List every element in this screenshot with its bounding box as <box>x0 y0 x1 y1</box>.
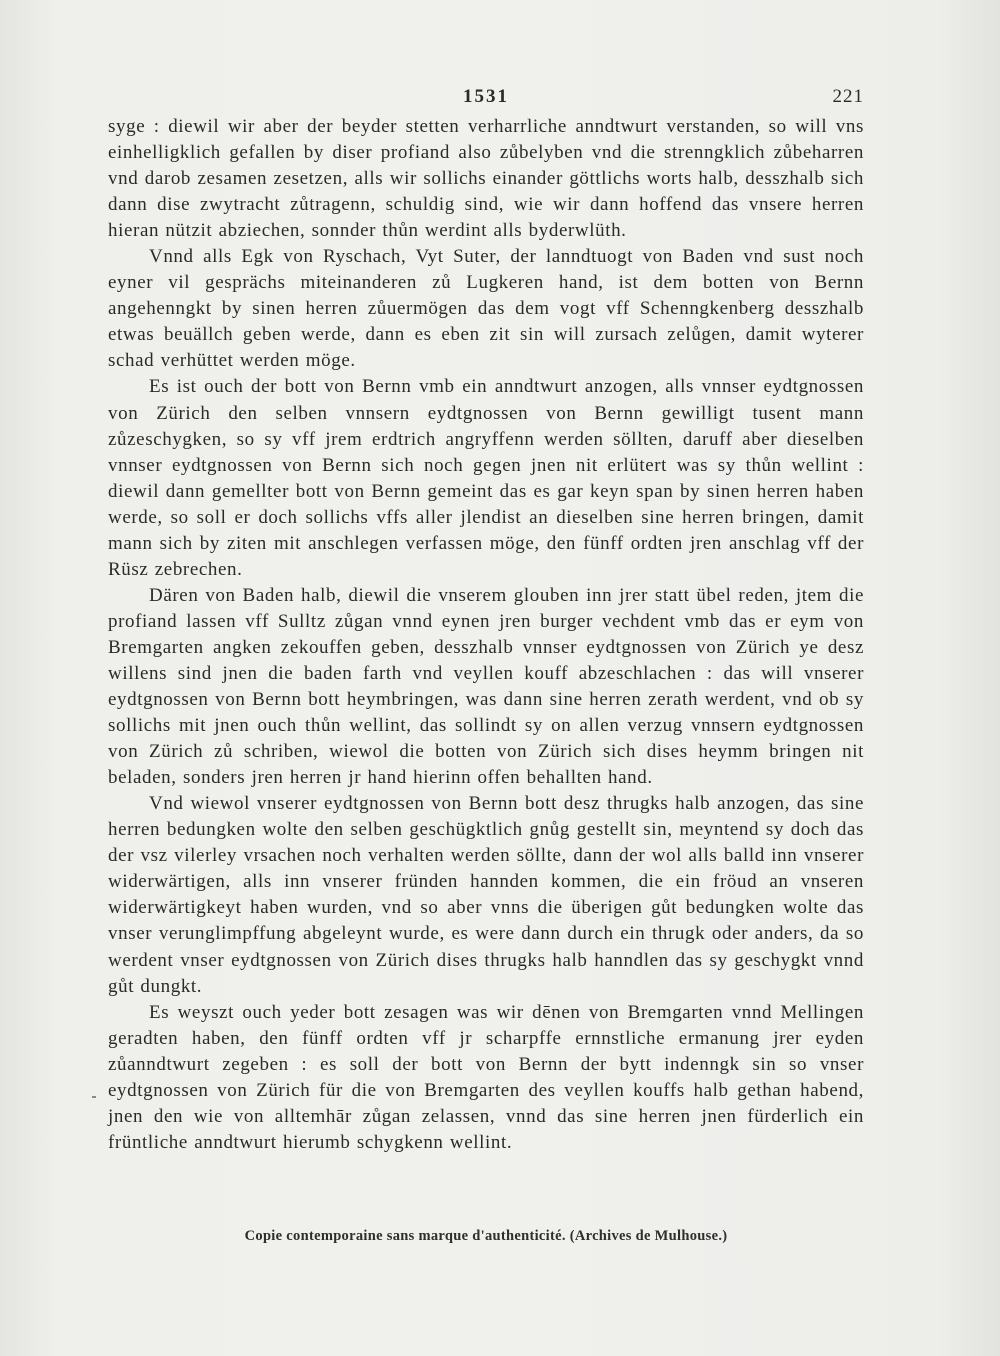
paragraph: Es weyszt ouch yeder bott zesagen was wir dēnen von Bremgarten vnnd Mellingen geradten haben, den fünff ordten vff jr scharpffe ernnstliche ermanung jrer eyden zůanndtwurt zegeben : es soll der bott von Bernn der bytt indenngk sin so vnser eydtgnossen von Zürich für die von Bremgarten des veyllen kouffs halb gethan habend, jnen den wie von alltemhār zůgan zelassen, vnnd das sine herren jnen fürderlich ein früntliche anndtwurt hierumb schygkenn wellint. <box>108 1001 864 1153</box>
running-head <box>108 86 864 116</box>
paragraph: Vnnd alls Egk von Ryschach, Vyt Suter, der lanndtuogt von Baden vnd sust noch eyner vil gesprächs miteinanderen zů Lugkeren hand, ist dem botten von Bernn angehenngkt by sinen herren zůuermögen das dem vogt vff Schenngkenberg desszhalb etwas beuällch geben werde, dann es eben zit sin will zursach zelůgen, damit wyterer schad verhüttet werden möge. <box>108 246 864 372</box>
body-text <box>108 114 864 1156</box>
paragraph: Es ist ouch der bott von Bernn vmb ein anndtwurt anzogen, alls vnnser eydtgnossen von Zürich den selben vnnsern eydtgnossen von Bernn gewilligt tusent mann zůzeschygken, so sy vff jrem erdtrich angryffenn werden söllten, daruff aber dieselben vnnser eydtgnossen von Bernn sich noch gegen jnen nit erlütert was sy thůn wellint : diewil dann gemellter bott von Bernn gemeint das es gar keyn span by sinen herren haben werde, so soll er doch sollichs vffs aller jlendist an dieselben sine herren bringen, damit mann sich by ziten mit anschlegen verfassen möge, den fünff ordten jren anschlag vff der Rüsz zebrechen. <box>108 376 864 580</box>
paragraph: Vnd wiewol vnserer eydtgnossen von Bernn bott desz thrugks halb anzogen, das sine herren bedungken wolte den selben geschügktlich gnůg gestellt sin, meyntend sy doch das der vsz vilerley vrsachen noch verhalten werden söllte, dann der wol alls balld inn vnserer widerwärtigen, alls inn vnserer fründen hannden kommen, die ein fröud an vnseren widerwärtigkeyt haben wurden, vnd so aber vnns die überigen gůt bedungken wolte das vnser verunglimpffung abgeleynt wurde, es were dann durch ein thrugk oder anders, da so werdent vnser eydtgnossen von Zürich dises thrugks halb hanndlen das sy geschygkt vnnd gůt dungkt. <box>108 793 864 997</box>
page-number: 221 <box>832 86 864 107</box>
paragraph: syge : diewil wir aber der beyder stetten verharrliche anndtwurt verstanden, so will vns einhelligklich gefallen by diser profiand also zůbelyben vnd die strenngklich zůbeharren vnd darob zesamen zesetzen, alls wir sollichs einander göttlichs worts halb, desszhalb sich dann dise zwytracht zůtragenn, schuldig sind, wie wir dann hoffend das vnsere herren hieran nützit abziechen, sonnder thůn werdint alls byderwlüth. <box>108 116 864 242</box>
source-note: Copie contemporaine sans marque d'authenticité. (Archives de Mulhouse.) <box>244 1228 728 1244</box>
paragraph: Dären von Baden halb, diewil die vnserem glouben inn jrer statt übel reden, jtem die profiand lassen vff Sulltz zůgan vnnd eynen jren burger vechdent vmb das er eym von Bremgarten angken zekouffen geben, desszhalb vnnser eydtgnossen von Zürich ye desz willens sind jnen die baden farth vnd veyllen kouff abzeschlachen : das will vnserer eydtgnossen von Bernn bott heymbringen, was dann sine herren zerath werdent, vnd ob sy sollichs mit jnen ouch thůn wellint, das sollindt sy on allen verzug vnnsern eydtgnossen von Zürich zů schriben, wiewol die botten von Zürich sich dises heymm bringen nit beladen, sonders jren herren jr hand hierinn offen behallten hand. <box>108 584 864 789</box>
page-header-year: 1531 <box>463 86 509 107</box>
margin-mark <box>92 1096 96 1098</box>
